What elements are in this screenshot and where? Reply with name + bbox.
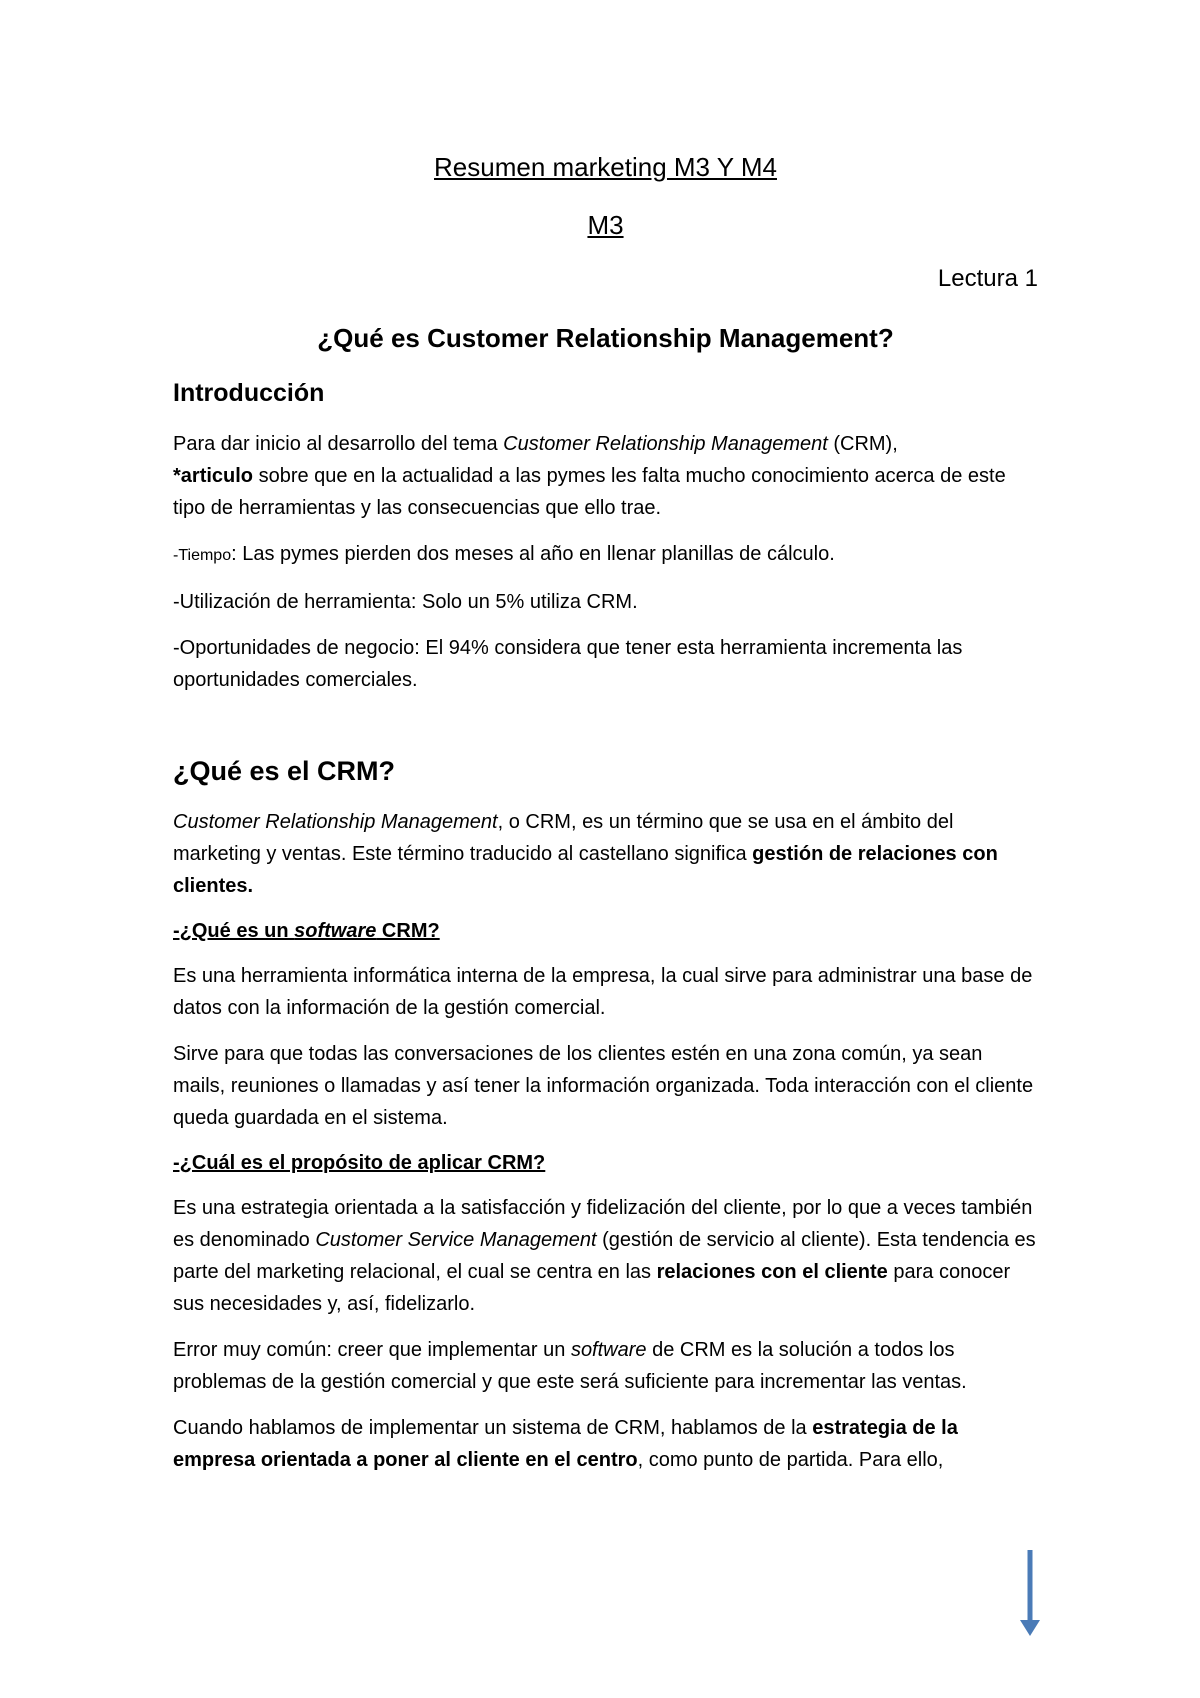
crm-definition-paragraph: Customer Relationship Management, o CRM, es un término que se usa en el ámbito del marketing y ventas. Este término traducido al castellano significa gestión de relaciones con clientes.	[173, 811, 998, 897]
strategy-paragraph: Cuando hablamos de implementar un sistema de CRM, hablamos de la estrategia de la empresa orientada a poner al cliente en el centro, como punto de partida. Para ello,	[173, 1417, 958, 1471]
lectura-label: Lectura 1	[937, 265, 1038, 292]
oportunidades-item: -Oportunidades de negocio: El 94% considera que tener esta herramienta incrementa las oportunidades comerciales.	[173, 637, 963, 691]
document-title: Resumen marketing M3 Y M4	[434, 152, 777, 182]
main-question-heading: ¿Qué es Customer Relationship Management?	[317, 323, 894, 353]
purpose-subheading: -¿Cuál es el propósito de aplicar CRM?	[173, 1152, 546, 1174]
purpose-paragraph: Es una estrategia orientada a la satisfacción y fidelización del cliente, por lo que a veces también es denominado Customer Service Management (gestión de servicio al cliente). Esta tendencia es parte del marketing relacional, el cual se centra en las relaciones con el cliente para conocer sus necesidades y, así, fidelizarlo.	[173, 1197, 1036, 1315]
module-title: M3	[587, 210, 624, 240]
software-subheading: -¿Qué es un software CRM?	[173, 920, 440, 942]
software-paragraph: Es una herramienta informática interna de la empresa, la cual sirve para administrar una base de datos con la información de la gestión comercial.	[173, 965, 1033, 1019]
intro-paragraph: Para dar inicio al desarrollo del tema Customer Relationship Management (CRM), *articulo sobre que en la actualidad a las pymes les falta mucho conocimiento acerca de este tipo de herramientas y las consecuencias que ello trae.	[173, 433, 1006, 519]
conversations-paragraph: Sirve para que todas las conversaciones de los clientes estén en una zona común, ya sean mails, reuniones o llamadas y así tener la información organizada. Toda interacción con el cliente queda guardada en el sistema.	[173, 1043, 1034, 1129]
crm-heading: ¿Qué es el CRM?	[173, 756, 396, 786]
error-paragraph: Error muy común: creer que implementar un software de CRM es la solución a todos los problemas de la gestión comercial y que este será suficiente para incrementar las ventas.	[173, 1339, 967, 1393]
tiempo-item: -Tiempo: Las pymes pierden dos meses al año en llenar planillas de cálculo.	[173, 543, 835, 565]
arrow-down-icon	[1018, 1550, 1042, 1636]
utilizacion-item: -Utilización de herramienta: Solo un 5% utiliza CRM.	[173, 591, 638, 613]
intro-heading: Introducción	[173, 379, 325, 407]
document-page	[173, 150, 1038, 1476]
